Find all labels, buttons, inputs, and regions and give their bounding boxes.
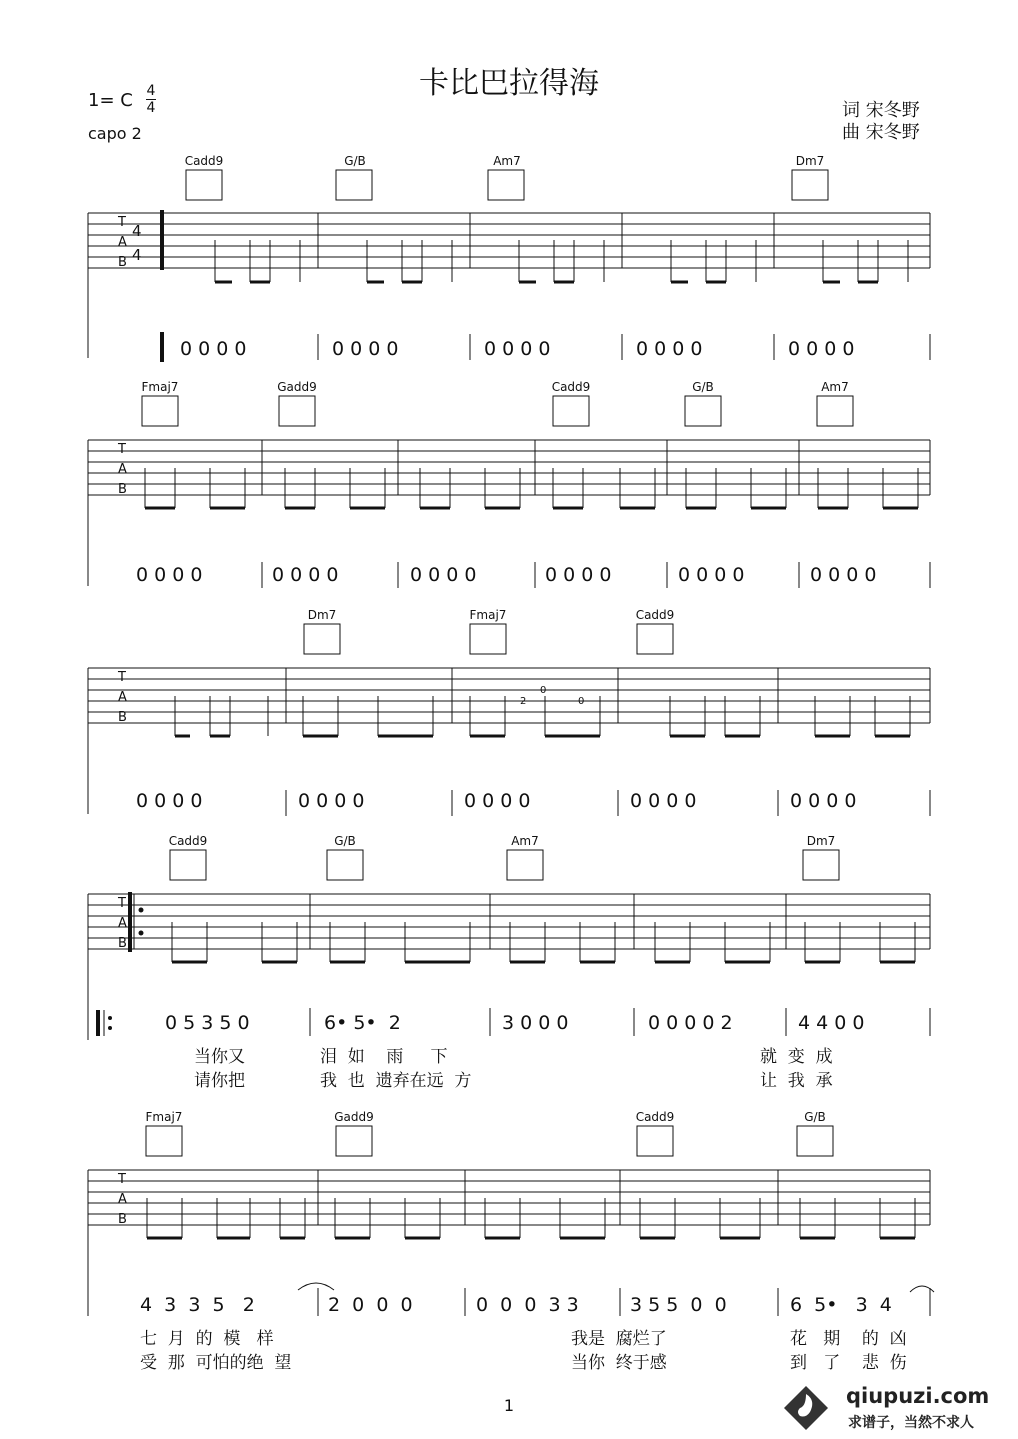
watermark-slogan: 求谱子，当然不求人	[848, 1415, 974, 1431]
chord-name: Dm7	[795, 154, 825, 168]
jianpu-measure: 0 0 0 0	[790, 790, 857, 812]
chord-name: Dm7	[307, 608, 337, 622]
jianpu-measure: 3 0 0 0	[502, 1012, 569, 1034]
jianpu-measure: 3 5 5 0 0	[630, 1294, 727, 1316]
jianpu-measure: 0 0 0 0	[136, 564, 203, 586]
chord-name: G/B	[692, 380, 714, 394]
jianpu-measure: 0 0 0 0	[410, 564, 477, 586]
svg-text:B: B	[118, 482, 127, 497]
jianpu-measure: 0 0 0 0	[545, 564, 612, 586]
chord-name: G/B	[804, 1110, 826, 1124]
chord-name: Gadd9	[334, 1110, 374, 1124]
lyricist: 词 宋冬野	[842, 100, 920, 121]
lyric-line-1: 我是 腐烂了	[571, 1329, 667, 1349]
chord-name: Am7	[493, 154, 521, 168]
chord-name: Fmaj7	[145, 1110, 183, 1124]
jianpu-measure: 0 0 0 0	[636, 338, 703, 360]
chord-name: Fmaj7	[469, 608, 507, 622]
capo-label: capo 2	[88, 124, 142, 143]
tab-staff	[0, 150, 1018, 370]
svg-text:B: B	[118, 936, 127, 951]
credits	[842, 100, 920, 144]
lyric-line-2: 我 也 遗弃在远 方	[320, 1071, 472, 1091]
lyric-line-1: 当你又	[194, 1047, 245, 1067]
jianpu-measure: 0 5 3 5 0	[165, 1012, 250, 1034]
jianpu-measure: 0 0 0 0	[180, 338, 247, 360]
svg-text:B: B	[118, 1212, 127, 1227]
key-signature: 1= C	[88, 90, 133, 111]
jianpu-measure: 0 0 0 0	[788, 338, 855, 360]
svg-text:4: 4	[132, 246, 142, 264]
watermark-site: qiupuzi.com	[846, 1384, 990, 1408]
jianpu-measure: 0 0 0 0	[484, 338, 551, 360]
chord-name: Am7	[821, 380, 849, 394]
svg-text:T: T	[118, 670, 126, 685]
jianpu-measure: 0 0 0 0	[810, 564, 877, 586]
chord-name: Cadd9	[184, 154, 224, 168]
jianpu-measure: 0 0 0 3 3	[476, 1294, 579, 1316]
chord-name: Gadd9	[277, 380, 317, 394]
jianpu-measure: 0 0 0 0	[678, 564, 745, 586]
svg-text:B: B	[118, 710, 127, 725]
svg-text:A: A	[118, 462, 127, 477]
chord-name: Cadd9	[635, 1110, 675, 1124]
lyric-line-2: 让 我 承	[760, 1071, 833, 1091]
lyric-line-1: 就 变 成	[760, 1047, 833, 1067]
svg-text:T: T	[118, 442, 126, 457]
lyric-line-2: 受 那 可怕的绝 望	[140, 1353, 292, 1373]
system-3	[0, 606, 1018, 826]
lyric-line-1: 七 月 的 模 样	[140, 1329, 274, 1349]
svg-text:4: 4	[132, 222, 142, 240]
page-number: 1	[503, 1396, 515, 1415]
chord-name: G/B	[334, 834, 356, 848]
jianpu-measure: 4 3 3 5 2	[140, 1294, 255, 1316]
chord-name: Dm7	[806, 834, 836, 848]
chord-name: Cadd9	[635, 608, 675, 622]
chord-name: G/B	[344, 154, 366, 168]
time-signature	[146, 84, 156, 115]
lyric-line-2: 到 了 悲 伤	[790, 1353, 907, 1373]
svg-text:T: T	[118, 896, 126, 911]
jianpu-measure: 2 0 0 0	[328, 1294, 413, 1316]
jianpu-measure: 0 0 0 0	[298, 790, 365, 812]
chord-name: Cadd9	[168, 834, 208, 848]
tab-staff	[0, 832, 1018, 1092]
system-2	[0, 378, 1018, 598]
song-title: 卡比巴拉得海	[419, 66, 599, 101]
svg-text:A: A	[118, 235, 127, 250]
time-signature-bottom: 4	[146, 100, 156, 116]
svg-text:A: A	[118, 1192, 127, 1207]
chord-name: Fmaj7	[141, 380, 179, 394]
svg-text:A: A	[118, 916, 127, 931]
svg-text:T: T	[118, 215, 126, 230]
svg-text:T: T	[118, 1172, 126, 1187]
lyric-line-1: 泪 如 雨 下	[320, 1047, 448, 1067]
lyric-line-2: 请你把	[194, 1071, 245, 1091]
jianpu-measure: 6• 5• 2	[324, 1012, 401, 1034]
svg-text:B: B	[118, 255, 127, 270]
chord-name: Am7	[511, 834, 539, 848]
system-1	[0, 150, 1018, 370]
jianpu-measure: 6 5• 3 4	[790, 1294, 892, 1316]
jianpu-measure: 0 0 0 0	[464, 790, 531, 812]
time-signature-top: 4	[146, 83, 156, 99]
jianpu-measure: 0 0 0 0	[136, 790, 203, 812]
lyric-line-2: 当你 终于感	[571, 1353, 667, 1373]
system-4	[0, 832, 1018, 1092]
svg-text:A: A	[118, 690, 127, 705]
lyric-line-1: 花 期 的 凶	[790, 1329, 907, 1349]
system-5	[0, 1108, 1018, 1378]
jianpu-measure: 0 0 0 0	[332, 338, 399, 360]
jianpu-measure: 0 0 0 0 2	[648, 1012, 733, 1034]
svg-text:2: 2	[520, 696, 527, 707]
jianpu-measure: 0 0 0 0	[630, 790, 697, 812]
composer: 曲 宋冬野	[842, 122, 920, 143]
svg-text:0: 0	[578, 696, 585, 707]
jianpu-measure: 4 4 0 0	[798, 1012, 865, 1034]
chord-name: Cadd9	[551, 380, 591, 394]
svg-text:0: 0	[540, 685, 547, 696]
jianpu-measure: 0 0 0 0	[272, 564, 339, 586]
